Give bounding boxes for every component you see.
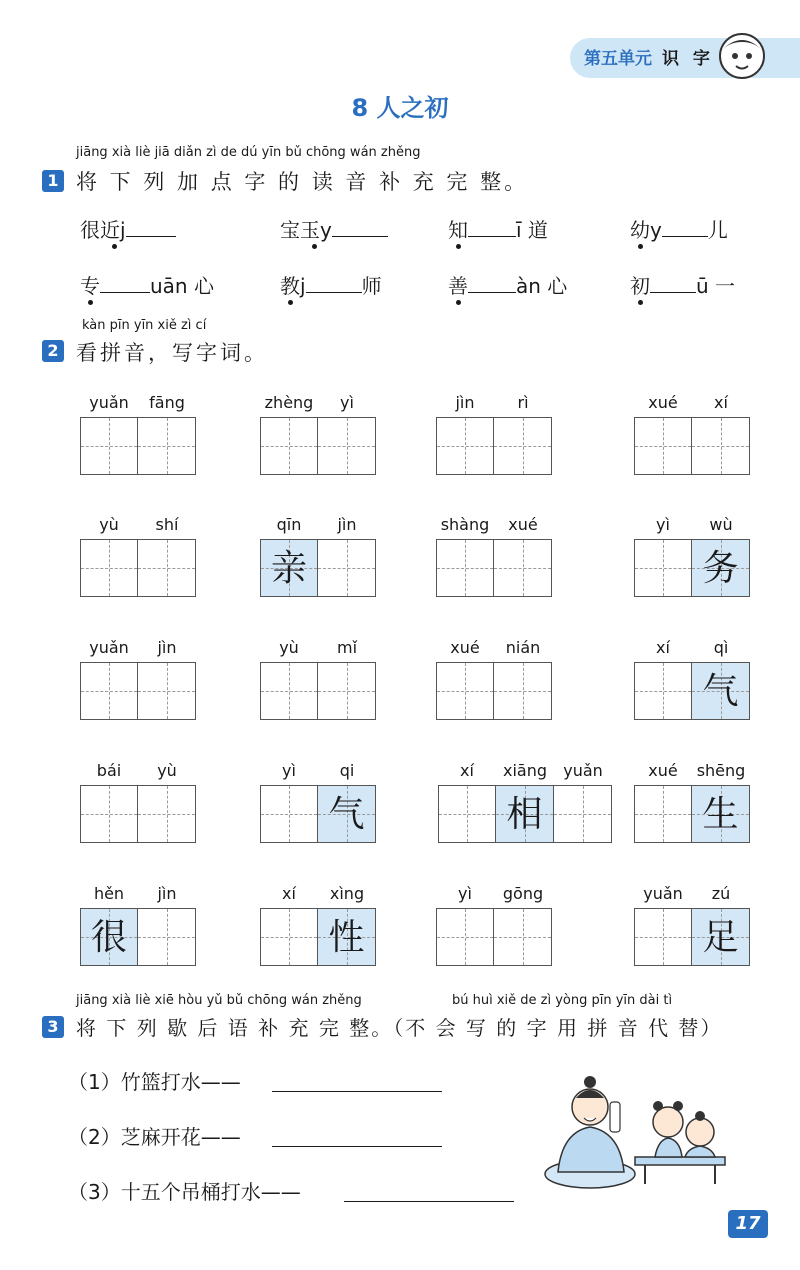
writing-box[interactable] [260,785,318,843]
writing-box[interactable] [80,539,138,597]
writing-box-group [438,785,612,843]
prefilled-character-box [496,785,554,843]
writing-box[interactable] [494,417,552,475]
given-character: 亲 [270,548,307,589]
answer-line-3[interactable] [344,1200,514,1202]
given-character: 务 [702,548,739,589]
writing-box[interactable] [318,662,376,720]
pinyin-label: yì [458,884,472,903]
emphasis-dot [638,244,643,249]
writing-box-group [260,539,376,597]
pinyin-label: mǐ [336,638,358,657]
pinyin-label: zhèng [264,393,314,412]
writing-box-group [80,908,196,966]
prefilled-character-box [692,539,750,597]
pinyin-label: xí [460,761,474,780]
prefilled-character-box [80,908,138,966]
pinyin-initial: y [650,218,662,242]
pinyin-label: yuǎn [89,393,129,412]
writing-box-group [260,417,376,475]
pinyin-label: xìng [329,884,365,903]
section3-instruction: 将 下 列 歇 后 语 补 充 完 整。（不 会 写 的 字 用 拼 音 代 替） [76,1016,723,1040]
writing-box-group [634,908,750,966]
pinyin-label: yuǎn [89,638,129,657]
pinyin-exercise [630,270,735,299]
pinyin-label: shàng [440,515,490,534]
given-character: 气 [702,671,739,712]
writing-box[interactable] [138,785,196,843]
answer-blank[interactable] [468,274,516,293]
pinyin-label: qi [339,761,355,780]
writing-box-group [436,908,552,966]
pinyin-label: nián [505,638,541,657]
answer-blank[interactable] [662,218,708,237]
pinyin-label: bái [96,761,122,780]
emphasis-dot [288,300,293,305]
word-characters: 很近 [80,218,120,242]
pinyin-label: xué [450,638,480,657]
pinyin-label: qīn [276,515,302,534]
section2-pinyin: kàn pīn yīn xiě zì cí [82,318,207,333]
word-characters: 初 [630,274,650,298]
given-character: 相 [506,794,543,835]
pinyin-label: rì [517,393,529,412]
prefilled-character-box [692,662,750,720]
prefilled-character-box [318,785,376,843]
pinyin-label: xué [648,761,678,780]
writing-box-group [260,785,376,843]
pinyin-label: xí [656,638,670,657]
subject-label: 识 字 [662,49,714,69]
pinyin-exercise [630,214,728,243]
writing-box[interactable] [138,908,196,966]
answer-line-1[interactable] [272,1090,442,1092]
emphasis-dot [638,300,643,305]
writing-box[interactable] [80,785,138,843]
pinyin-label: gōng [502,884,544,903]
page-number: 17 [728,1210,768,1238]
writing-box[interactable] [634,417,692,475]
word-tail: àn 心 [516,274,568,298]
pinyin-exercise [80,214,176,243]
pinyin-label: yuǎn [563,761,603,780]
word-tail: 儿 [707,218,728,242]
pinyin-label: yuǎn [643,884,683,903]
given-character: 生 [702,794,739,835]
pinyin-label: xiāng [502,761,547,780]
writing-box[interactable] [260,417,318,475]
writing-box-group [634,539,750,597]
writing-box-group [260,662,376,720]
pinyin-exercise [80,270,214,299]
answer-blank[interactable] [650,274,696,293]
word-characters: 幼 [630,218,650,242]
pinyin-label: jìn [337,515,357,534]
word-tail: ī 道 [516,218,548,242]
given-character: 性 [328,917,365,958]
pinyin-label: yù [157,761,177,780]
emphasis-dot [112,244,117,249]
word-characters: 宝玉 [280,218,320,242]
pinyin-label: yì [282,761,296,780]
writing-box[interactable] [494,539,552,597]
writing-box[interactable] [80,662,138,720]
emphasis-dot [88,300,93,305]
writing-box-group [80,417,196,475]
pinyin-initial: j [300,274,306,298]
answer-blank[interactable] [100,274,150,293]
pinyin-exercise [448,214,548,243]
writing-box[interactable] [138,539,196,597]
section3-pinyin-note: bú huì xiě de zì yòng pīn yīn dài tì [452,993,673,1008]
prefilled-character-box [260,539,318,597]
writing-box[interactable] [554,785,612,843]
unit-label: 第五单元 [584,49,652,69]
prefilled-character-box [692,908,750,966]
writing-box-group [436,662,552,720]
writing-box[interactable] [318,539,376,597]
section2-instruction: 看拼音，写字词。 [76,341,268,365]
pinyin-label: xué [648,393,678,412]
teacher-students-illustration-icon [540,1062,750,1192]
writing-box[interactable] [436,539,494,597]
answer-blank[interactable] [332,218,388,237]
writing-box[interactable] [494,908,552,966]
pinyin-label: zú [711,884,731,903]
pinyin-label: yù [279,638,299,657]
prefilled-character-box [692,785,750,843]
answer-blank[interactable] [468,218,516,237]
writing-box-group [260,908,376,966]
word-characters: 专 [80,274,100,298]
writing-box[interactable] [260,908,318,966]
writing-box-group [634,785,750,843]
page-title: 8 人之初 [351,94,449,122]
writing-box-group [80,662,196,720]
pinyin-label: xué [508,515,538,534]
writing-box[interactable] [138,662,196,720]
writing-box[interactable] [634,539,692,597]
writing-box-group [634,417,750,475]
prefilled-character-box [318,908,376,966]
writing-box[interactable] [438,785,496,843]
pinyin-exercise [448,270,567,299]
pinyin-label: fāng [149,393,185,412]
word-characters: 善 [448,274,468,298]
writing-box-group [80,785,196,843]
word-tail: uān 心 [150,274,214,298]
given-character: 气 [328,794,365,835]
pinyin-label: wù [709,515,733,534]
writing-box[interactable] [634,662,692,720]
word-tail: ū 一 [696,274,736,298]
emphasis-dot [456,244,461,249]
given-character: 足 [702,917,739,958]
writing-box[interactable] [634,908,692,966]
writing-box[interactable] [494,662,552,720]
writing-box[interactable] [436,662,494,720]
answer-line-2[interactable] [272,1145,442,1147]
answer-blank[interactable] [306,274,362,293]
given-character: 很 [90,917,127,958]
pinyin-label: xí [714,393,728,412]
section3-pinyin: jiāng xià liè xiē hòu yǔ bǔ chōng wán zhěng [76,993,362,1008]
idiom-2: （2）芝麻开花—— [68,1125,241,1149]
writing-box-group [80,539,196,597]
writing-box[interactable] [692,417,750,475]
emphasis-dot [312,244,317,249]
answer-blank[interactable] [126,218,176,237]
writing-box[interactable] [436,908,494,966]
idiom-1: （1）竹篮打水—— [68,1070,241,1094]
writing-box-group [634,662,750,720]
writing-box[interactable] [138,417,196,475]
pinyin-initial: y [320,218,332,242]
pinyin-label: hěn [93,884,125,903]
section1-number: 1 [42,170,64,192]
writing-box[interactable] [260,662,318,720]
writing-box[interactable] [436,417,494,475]
writing-box-group [436,417,552,475]
pinyin-label: shēng [696,761,746,780]
section1-pinyin: jiāng xià liè jiā diǎn zì de dú yīn bǔ chōng wán zhěng [76,145,421,160]
pinyin-label: jìn [157,638,177,657]
word-tail: 师 [361,274,382,298]
pinyin-label: qì [713,638,729,657]
pinyin-label: xí [282,884,296,903]
pinyin-label: yì [656,515,670,534]
child-mascot-icon [714,28,770,84]
writing-box-group [436,539,552,597]
pinyin-initial: j [120,218,126,242]
word-characters: 知 [448,218,468,242]
pinyin-label: shí [155,515,179,534]
section2-number: 2 [42,340,64,362]
pinyin-label: yù [99,515,119,534]
idiom-3: （3）十五个吊桶打水—— [68,1180,301,1204]
pinyin-label: yì [340,393,354,412]
pinyin-exercise [280,270,382,299]
writing-box[interactable] [318,417,376,475]
word-characters: 教 [280,274,300,298]
writing-box[interactable] [634,785,692,843]
pinyin-exercise [280,214,388,243]
writing-box[interactable] [80,417,138,475]
section3-number: 3 [42,1016,64,1038]
emphasis-dot [456,300,461,305]
pinyin-label: jìn [157,884,177,903]
section1-instruction: 将 下 列 加 点 字 的 读 音 补 充 完 整。 [76,170,529,194]
pinyin-label: jìn [455,393,475,412]
